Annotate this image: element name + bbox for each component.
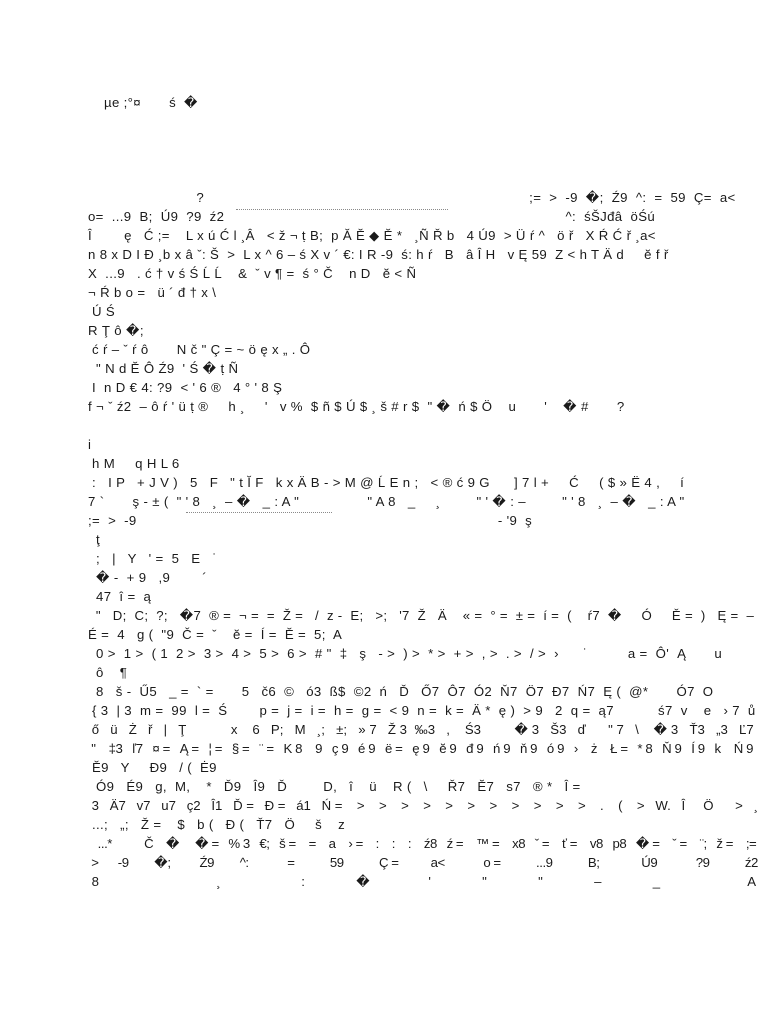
text-line: 47 î = ą xyxy=(88,589,152,604)
text-line: " ‡3 ľ7 ¤ = Ą = ¦ = § = ¨ = K 8 9 ç 9 é 9 ë = ę 9 ĕ 9 đ 9 ń 9 ň 9 ó 9 › ż Ł = * 8 Ň 9 Í 9 k Ń 9 xyxy=(88,741,754,756)
text-line: Ĕ9 Y Ð9 / ( Ė9 xyxy=(88,760,217,775)
text-line: i xyxy=(88,437,92,452)
text-line: 8 š - Ű5 _ = ` = 5 č6 © ó3 ß$ ©2 ń Ď Ő7 Ô7 Ó2 Ň7 Ö7 Ð7 Ń7 Ę ( @* Ó7 O xyxy=(88,684,714,699)
text-line: ć ŕ – ˇ ŕ ô N č " Ç = ~ ö ę x „ . Ô xyxy=(88,342,311,357)
text-line: Ú Ś xyxy=(88,304,116,319)
text-line: ô ¶ xyxy=(88,665,128,680)
text-line: o= ...9 B; Ú9 ?9 ź2 ^: śŠJđâ öŚú xyxy=(88,209,656,224)
text-line: n 8 x D I Đ ¸b x â ˇ: Š > L x ^ 6 – ś X v ´ €: I R -9 ś: h ŕ B â Î H v Ę 59 Z < h T Ä d ĕ f ř xyxy=(88,247,669,262)
text-line: ...; „; Ž = $ b ( Đ ( Ť7 Ö š z xyxy=(88,817,346,832)
text-line: ...* Č � � = % 3 €; š = = a › = : : : ź8 ź = ™ = x8 ˇ = ť = v8 p8 � = ˇ = ¨; ž = ;= xyxy=(88,836,757,851)
text-line: " D; C; ?; �7 ® = ¬ = = Ž = / z - E; >; '7 Ž Ä « = ° = ± = í = ( ŕ7 � Ó Ě = ) Ę = – xyxy=(88,608,755,623)
text-line: h M q H L 6 xyxy=(88,456,180,471)
text-line: > -9 �; Ź9 ^: = 59 Ç = a< o = ...9 B; Ú9 ?9 ź2 xyxy=(88,855,758,870)
text-line: { 3 | 3 m = 99 l = Ś p = j = i = h = g = < 9 n = k = Ä * ę ) > 9 2 q = ą7 ś7 v e › 7 ů xyxy=(88,703,756,718)
text-line: 8 ¸ : � ' " " – _ A xyxy=(88,874,757,889)
text-line: " N d Ĕ Ô Ź9 ' Ś � ṭ Ñ xyxy=(88,361,239,376)
text-line: É = 4 g ( "9 Č = ˇ ĕ = Í = Ĕ = 5; A xyxy=(88,627,343,642)
text-line: ţ xyxy=(88,532,101,547)
text-line: f ¬ ˇ ź2 – ô ŕ ' ü ṭ ® h ¸ ' v % $ ñ $ Ú $ ¸ š # r $ " � ń $ Ö u ' � # ? xyxy=(88,399,625,414)
text-line: ; | Y ' = 5 E ˙ xyxy=(88,551,218,566)
text-line: ;= > -9 - '9 ş xyxy=(88,513,533,528)
text-line: Î ę Ć ;= L x ú Ć l ¸Â < ž ¬ ṭ B; p Ă Ĕ ◆ Ĕ * ¸Ñ Ř b 4 Ú9 > Ü ŕ ^ ö ř X Ŕ Ć ř ¸a< xyxy=(88,228,656,243)
text-line: Ó9 É9 g, M, * Ď9 Î9 Ď D, î ü R ( \ Ř7 Ĕ7 s7 ® * Î = xyxy=(88,779,581,794)
text-line: R Ţ ô �; xyxy=(88,323,144,338)
text-line: I n D € 4: ?9 < ' 6 ® 4 ° ' 8 Ş xyxy=(88,380,283,395)
header-text: µe ;°¤ ś � xyxy=(104,95,198,110)
text-line: : I P + J V ) 5 F " t Ĭ F k x Ä B - > M @ Ĺ E n ; < ® ć 9 G ] 7 l + Ć ( $ » Ë 4 , í xyxy=(88,475,685,490)
text-line: ¬ Ŕ b o = ü ´ đ † x \ xyxy=(88,285,217,300)
text-line: � - + 9 ,9 ´ xyxy=(88,570,208,585)
text-line: 7 ` ş - ± ( " ' 8 ¸ – � _ : A " " A 8 _ ¸ " ' � : – " ' 8 ¸ – � _ : A " xyxy=(88,494,685,509)
text-line: ő ü Ż ř | Ţ x 6 P; M ¸; ±; » 7 Ž 3 ‰3 , Ś3 � 3 Š3 ď " 7 \ � 3 Ť3 „3 Ľ7 xyxy=(88,722,754,737)
text-line: ? ;= > -9 �; Ź9 ^: = 59 Ç= a< xyxy=(88,190,736,205)
text-line: X ...9 . ć † v ś Ś Ĺ Ĺ & ˇ v ¶ = ś ° Č n D ĕ < Ñ xyxy=(88,266,417,281)
text-line: 3 Ä7 v7 u7 ç2 Î1 Ď = Ð = á1 Ń = > > > > > > > > > > > . ( > W. Î Ö > ¸ xyxy=(88,798,758,813)
text-line: 0 > 1 > ( 1 2 > 3 > 4 > 5 > 6 > # " ‡ ş - > ) > * > + > , > . > / > › ˙ a = Ô' Ą u xyxy=(88,646,723,661)
